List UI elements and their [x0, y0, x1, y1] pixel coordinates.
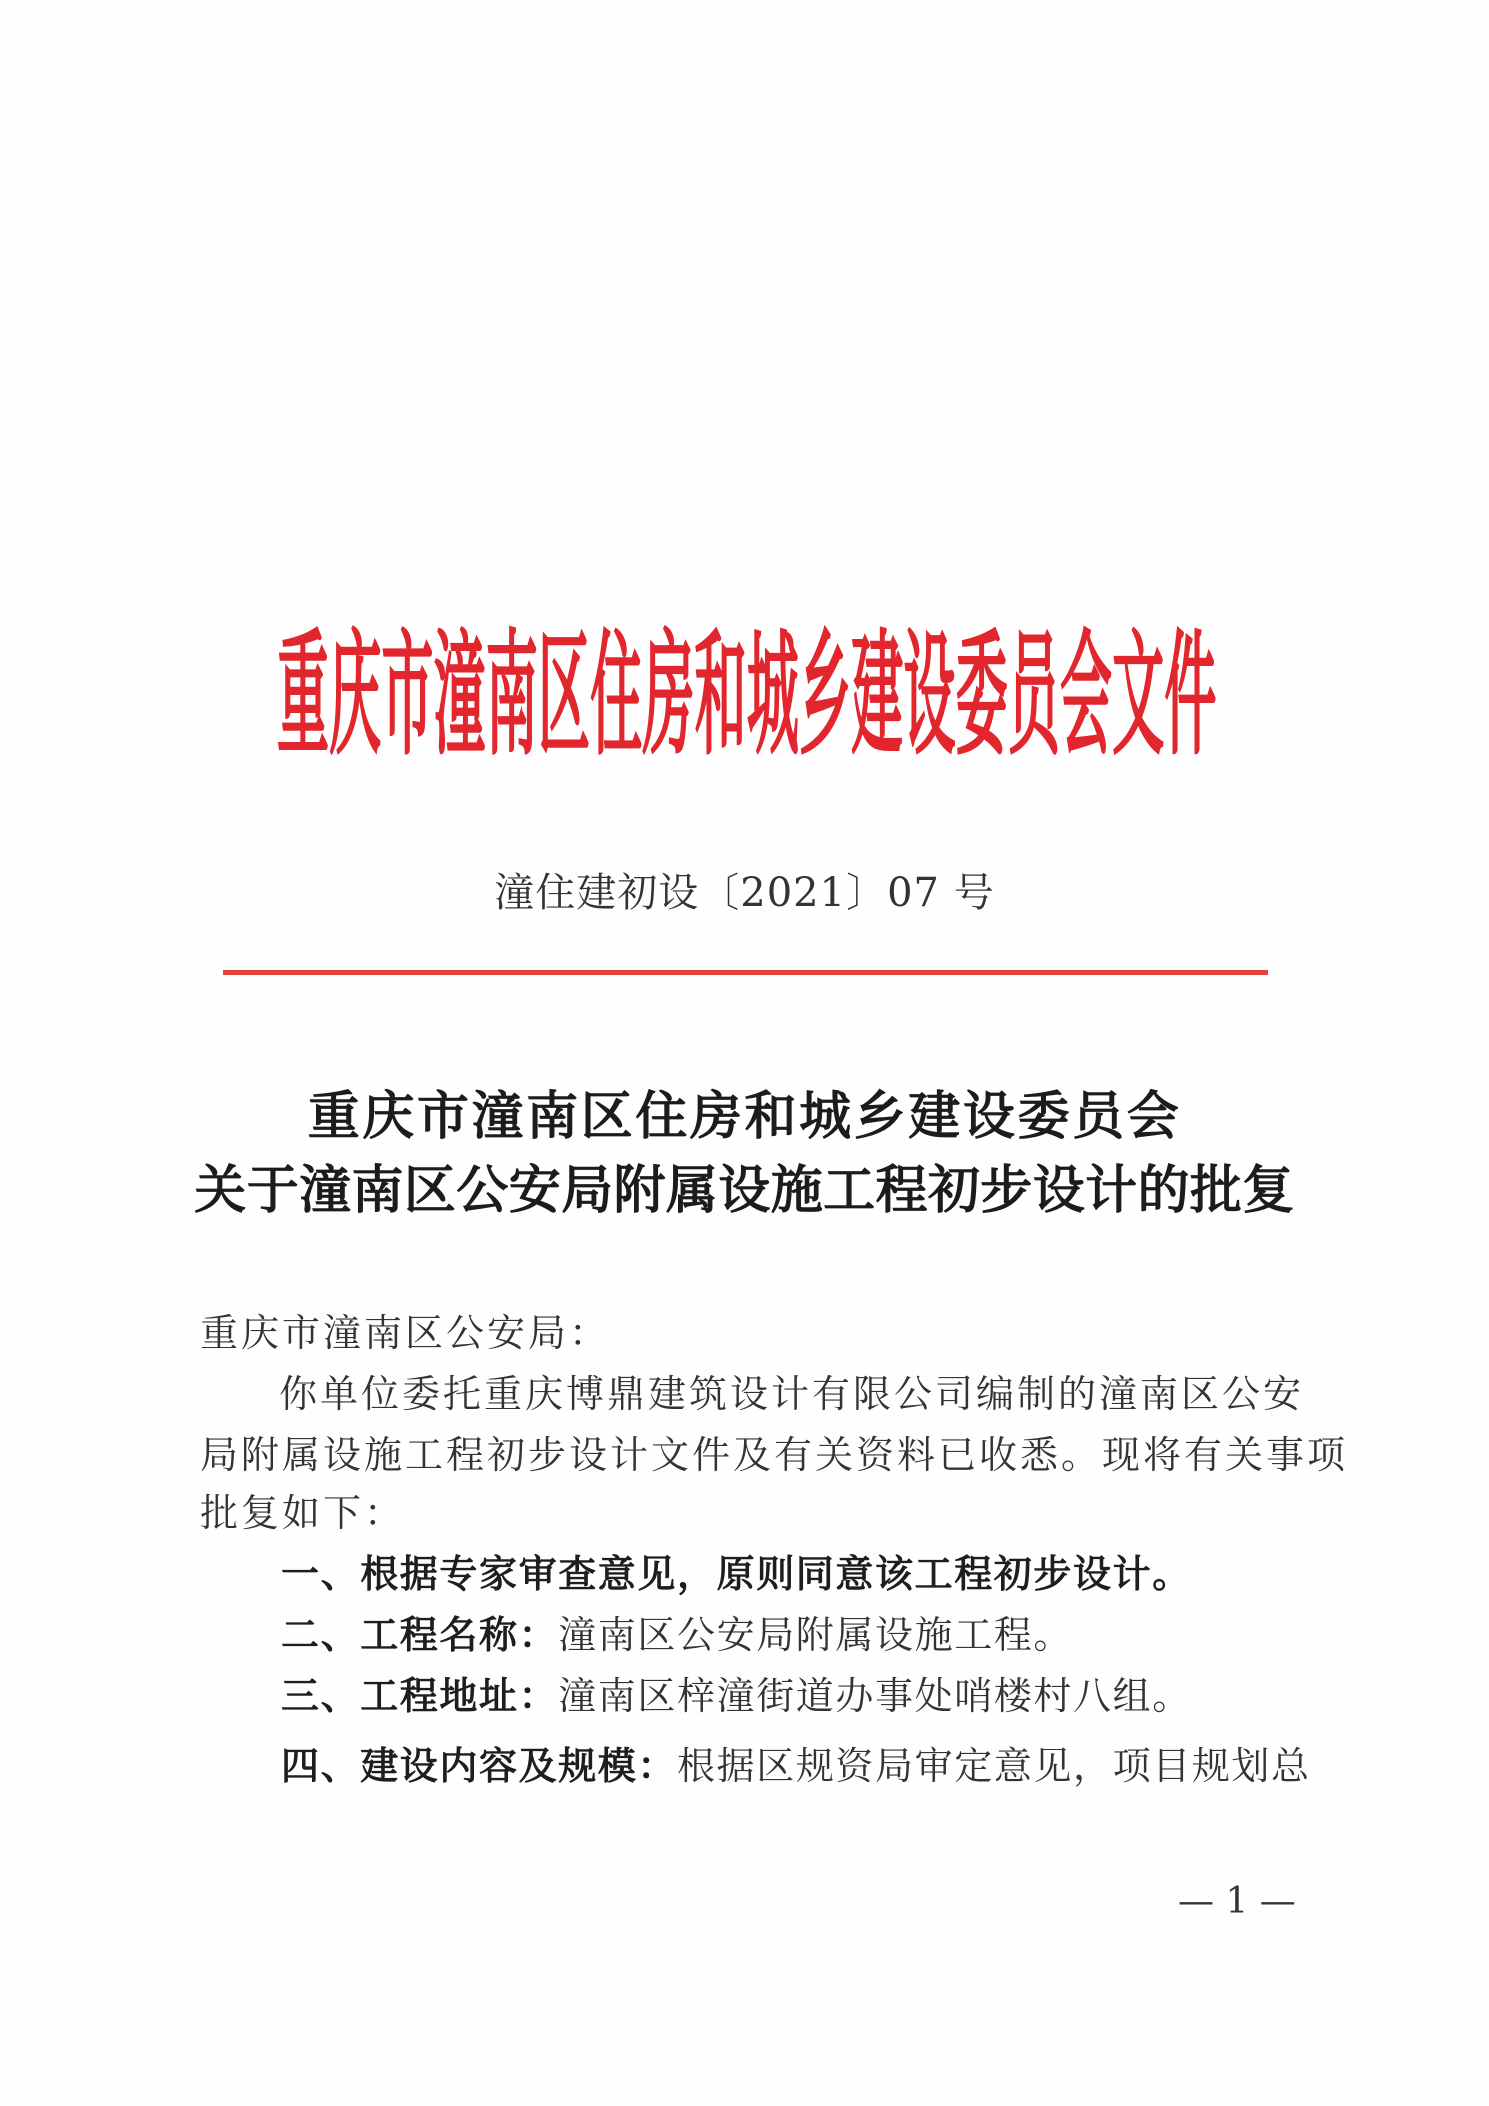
red-divider-line — [223, 970, 1268, 975]
paragraph-line: 批复如下： — [200, 1491, 406, 1535]
approval-item-label: 二、工程名称： — [281, 1612, 559, 1657]
approval-item-4 — [281, 1744, 1311, 1788]
page-number: — 1 — — [1178, 1881, 1296, 1922]
salutation: 重庆市潼南区公安局： — [200, 1311, 611, 1355]
approval-item-1 — [281, 1552, 1192, 1596]
document-number: 潼住建初设〔2021〕07 号 — [494, 870, 995, 916]
paragraph-line: 局附属设施工程初步设计文件及有关资料已收悉。现将有关事项 — [200, 1433, 1349, 1477]
approval-item-text: 潼南区梓潼街道办事处哨楼村八组。 — [558, 1674, 1192, 1718]
paragraph-line: 你单位委托重庆博鼎建筑设计有限公司编制的潼南区公安 — [279, 1372, 1305, 1416]
approval-item-label: 一、根据专家审查意见，原则同意该工程初步设计。 — [281, 1551, 1192, 1596]
approval-item-text: 根据区规资局审定意见，项目规划总 — [677, 1744, 1311, 1788]
approval-item-label: 四、建设内容及规模： — [281, 1743, 678, 1788]
document-title-line-2: 关于潼南区公安局附属设施工程初步设计的批复 — [194, 1160, 1295, 1221]
document-title-line-1: 重庆市潼南区住房和城乡建设委员会 — [307, 1086, 1182, 1147]
approval-item-2 — [281, 1613, 1073, 1657]
red-masthead-title: 重庆市潼南区住房和城乡建设委员会文件 — [277, 617, 1217, 776]
approval-item-text: 潼南区公安局附属设施工程。 — [558, 1613, 1074, 1657]
approval-item-label: 三、工程地址： — [281, 1673, 559, 1718]
approval-item-3 — [281, 1674, 1192, 1718]
